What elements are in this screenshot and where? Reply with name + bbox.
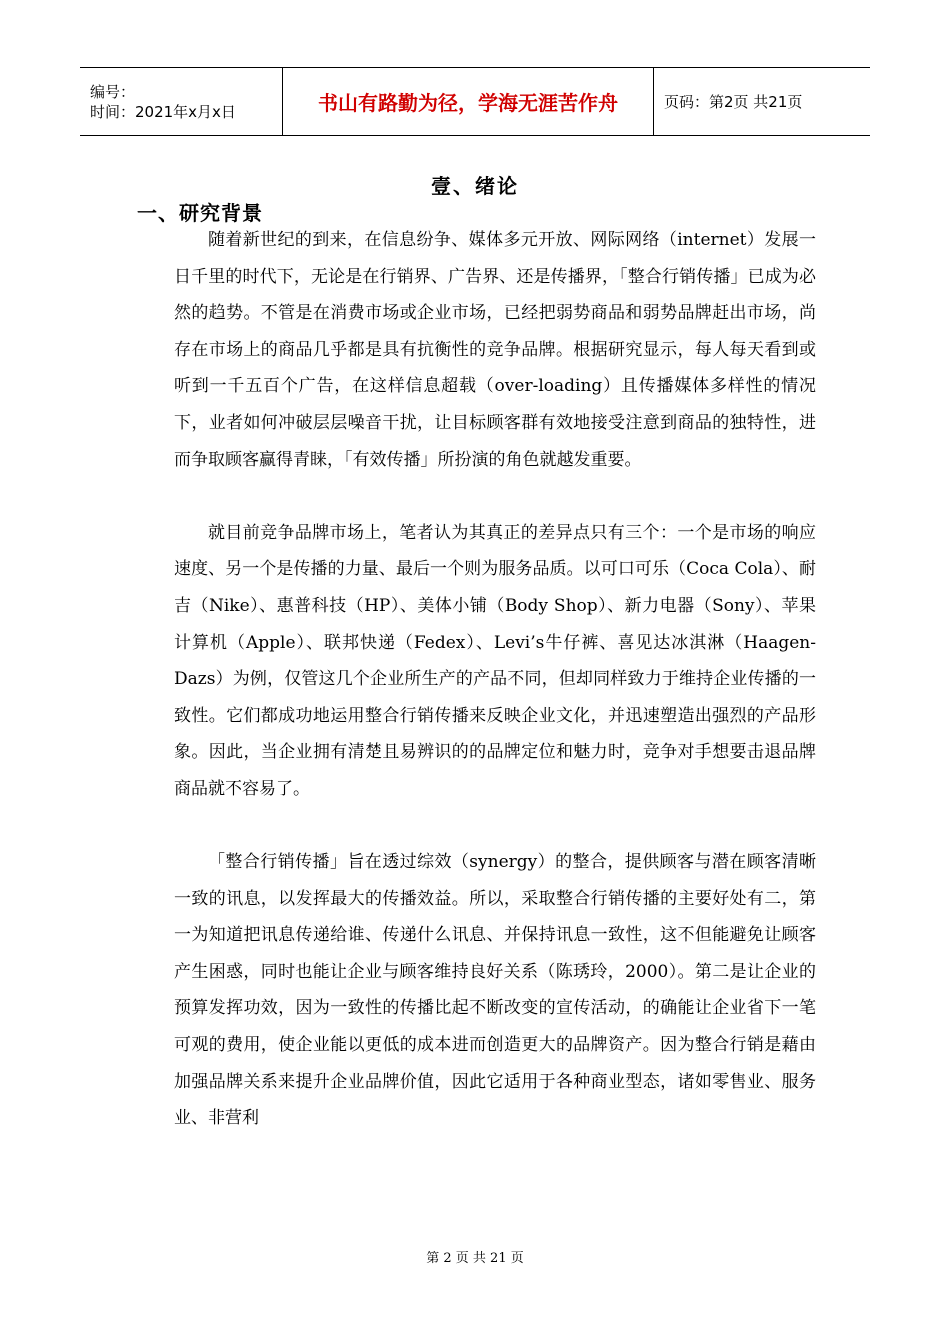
header-time-label: 时间：2021年x月x日 [90,102,236,121]
section-heading: 一、研究背景 [137,201,263,225]
header-page-info [654,68,870,135]
header-page-label: 页码：第2页 共21页 [664,93,803,111]
paragraph-3: 「整合行销传播」旨在透过综效（synergy）的整合，提供顾客与潜在顾客清晰一致的讯息，以发挥最大的传播效益。所以，采取整合行销传播的主要好处有二，第一为知道把讯息传递给谁、传递什么讯息、并保持讯息一致性，这不但能避免让顾客产生困惑，同时也能让企业与顾客维持良好关系（陈琇玲，2000）。第二是让企业的预算发挥功效，因为一致性的传播比起不断改变的宣传活动，的确能让企业省下一笔可观的费用，使企业能以更低的成本进而创造更大的品牌资产。因为整合行销是藉由加强品牌关系来提升企业品牌价值，因此它适用于各种商业型态，诸如零售业、服务业、非营利 [174,852,816,1129]
document-title: 壹、绪论 [431,174,519,198]
body-text [174,222,816,1137]
paragraph-2: 就目前竞争品牌市场上，笔者认为其真正的差异点只有三个：一个是市场的响应速度、另一个是传播的力量、最后一个则为服务品质。以可口可乐（Coca Cola）、耐吉（Nike）、惠普科技（HP）、美体小铺（Body Shop）、新力电器（Sony）、苹果计算机（Apple）、联邦快递（Fedex）、Levi’s牛仔裤、喜见达冰淇淋（Haagen-Dazs）为例，仅管这几个企业所生产的产品不同，但却同样致力于维持企业传播的一致性。它们都成功地运用整合行销传播来反映企业文化，并迅速塑造出强烈的产品形象。因此，当企业拥有清楚且易辨识的的品牌定位和魅力时，竞争对手想要击退品牌商品就不容易了。 [174,522,816,799]
header-motto-text: 书山有路勤为径，学海无涯苦作舟 [318,91,618,115]
header-motto [282,68,654,135]
header-meta [80,68,282,135]
page-header [80,67,870,136]
header-number-label: 编号： [90,82,136,101]
paragraph-1: 随着新世纪的到来，在信息纷争、媒体多元开放、网际网络（internet）发展一日千里的时代下，无论是在行销界、广告界、还是传播界，「整合行销传播」已成为必然的趋势。不管是在消费市场或企业市场，已经把弱势商品和弱势品牌赶出市场，尚存在市场上的商品几乎都是具有抗衡性的竞争品牌。根据研究显示，每人每天看到或听到一千五百个广告，在这样信息超载（over-loading）且传播媒体多样性的情况下，业者如何冲破层层噪音干扰，让目标顾客群有效地接受注意到商品的独特性，进而争取顾客赢得青睐，「有效传播」所扮演的角色就越发重要。 [174,230,816,470]
page-footer: 第 2 页 共 21 页 [426,1251,524,1266]
